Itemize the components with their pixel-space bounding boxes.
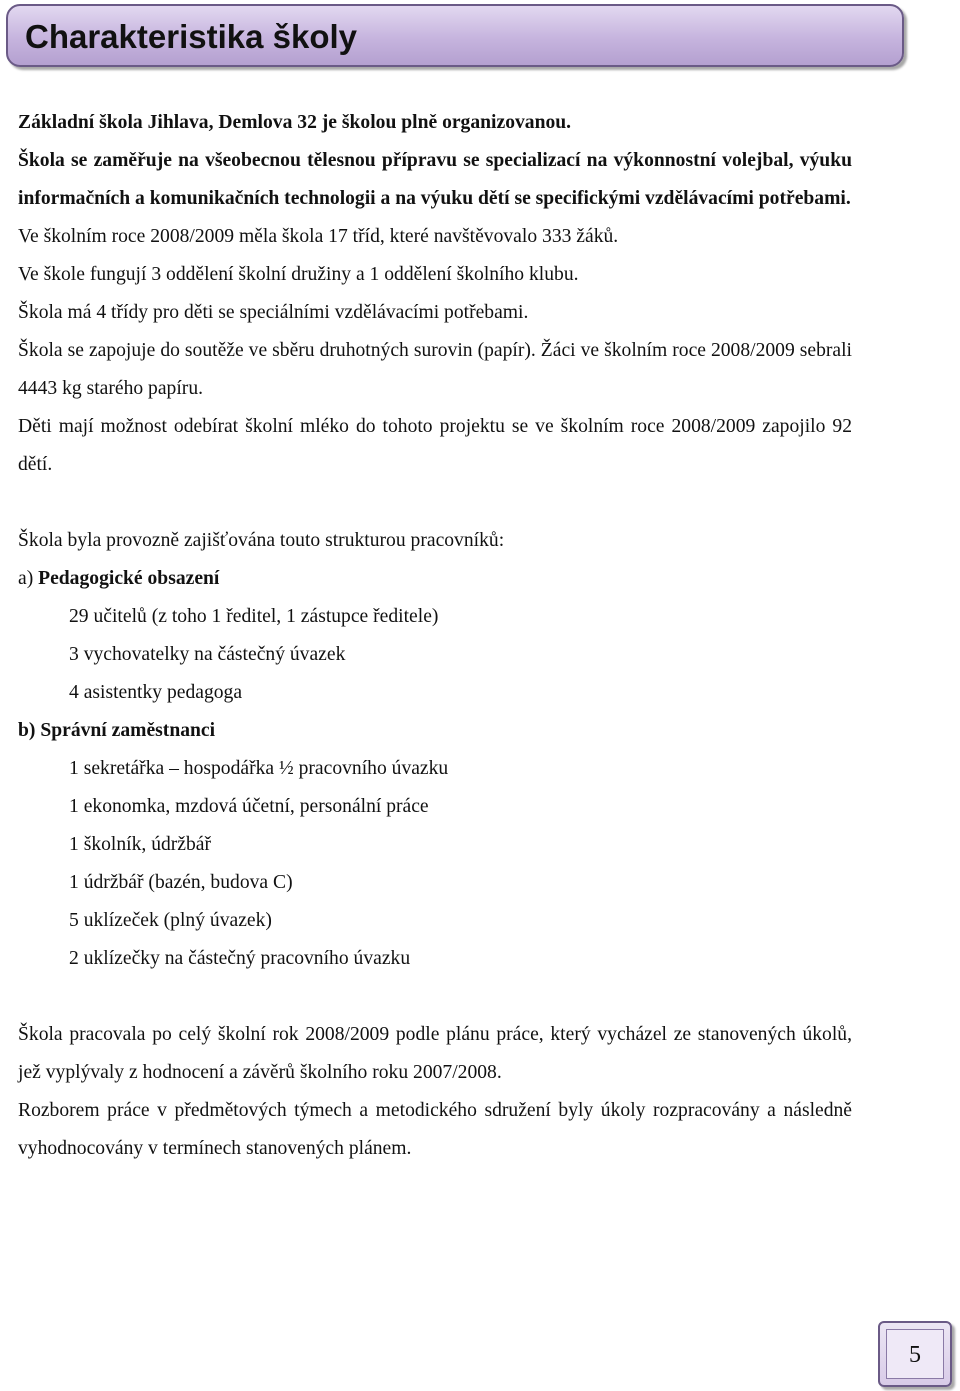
fact-clubs: Ve škole fungují 3 oddělení školní družiny a 1 oddělení školního klubu. (18, 264, 579, 285)
staff-administrative-prefix: b) (18, 720, 41, 741)
spacer (18, 978, 852, 1016)
staff-pedagogical-item: 3 vychovatelky na částečný úvazek (69, 644, 346, 665)
staff-administrative-item: 5 uklízeček (plný úvazek) (69, 910, 272, 931)
staff-administrative-item: 1 sekretářka – hospodářka ½ pracovního úvazku (69, 758, 449, 779)
page-title: Charakteristika školy (25, 18, 358, 55)
staff-administrative-item: 1 údržbář (bazén, budova C) (69, 872, 293, 893)
fact-special-classes: Škola má 4 třídy pro děti se speciálními vzdělávacími potřebami. (18, 302, 529, 323)
staff-administrative-title: Správní zaměstnanci (40, 720, 216, 741)
staff-administrative-item: 2 uklízečky na částečný pracovního úvazku (69, 948, 411, 969)
staff-administrative-item: 1 ekonomka, mzdová účetní, personální práce (69, 796, 429, 817)
spacer (18, 484, 852, 522)
closing-paragraph-1: Škola pracovala po celý školní rok 2008/2009 podle plánu práce, který vycházel ze stanovených úkolů, jež vyplývaly z hodnocení a závěrů školního roku 2007/2008. (18, 1024, 852, 1083)
closing-paragraph-2: Rozborem práce v předmětových týmech a metodického sdružení byly úkoly rozpracovány a následně vyhodnocovány v termínech stanovených plánem. (18, 1100, 852, 1159)
staff-pedagogical-item: 29 učitelů (z toho 1 ředitel, 1 zástupce ředitele) (69, 606, 439, 627)
page-number-box (878, 1321, 952, 1387)
staff-intro: Škola byla provozně zajišťována touto strukturou pracovníků: (18, 530, 505, 551)
staff-administrative-item: 1 školník, údržbář (69, 834, 212, 855)
staff-pedagogical-heading (18, 560, 852, 598)
page-title-banner (6, 4, 904, 67)
staff-pedagogical-prefix: a) (18, 568, 39, 589)
page-number: 5 (886, 1329, 944, 1379)
staff-administrative-heading (18, 712, 852, 750)
staff-pedagogical-title: Pedagogické obsazení (38, 568, 220, 589)
fact-milk: Děti mají možnost odebírat školní mléko do tohoto projektu se ve školním roce 2008/2009 zapojilo 92 dětí. (18, 416, 852, 475)
intro-bold-paragraph: Škola se zaměřuje na všeobecnou tělesnou přípravu se specializací na výkonnostní volejbal, výuku informačních a komunikačních technologii a na výuku dětí se specifickými vzdělávacími potřebami. (18, 150, 852, 209)
intro-bold-line: Základní škola Jihlava, Demlova 32 je školou plně organizovanou. (18, 112, 572, 133)
staff-pedagogical-item: 4 asistentky pedagoga (69, 682, 243, 703)
document-body (18, 104, 852, 1168)
fact-paper-collection: Škola se zapojuje do soutěže ve sběru druhotných surovin (papír). Žáci ve školním roce 2008/2009 sebrali 4443 kg starého papíru. (18, 340, 852, 399)
fact-classes: Ve školním roce 2008/2009 měla škola 17 tříd, které navštěvovalo 333 žáků. (18, 226, 619, 247)
